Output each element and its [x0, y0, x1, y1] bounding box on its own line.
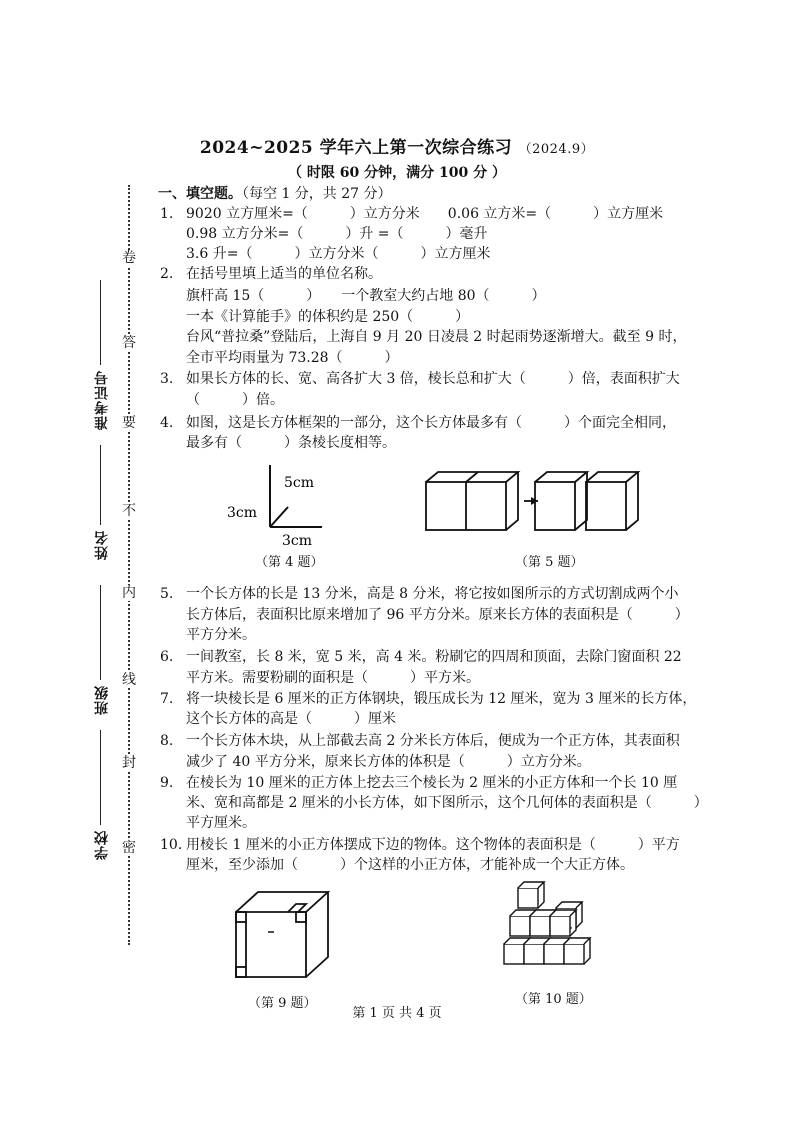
binding-dotted-line [128, 185, 130, 945]
question-line: 减少了 40 平方分米，原来长方体的体积是（ ）立方分米。 [186, 754, 591, 770]
question-line: 平方米。需要粉刷的面积是（ ）平方米。 [186, 670, 480, 686]
seal-char: 密 [114, 840, 144, 856]
figure-9-notched-cube [228, 882, 338, 982]
field-label-school: 学校 [94, 830, 110, 860]
field-label-class: 班级 [94, 685, 110, 715]
question-line: 平方厘米。 [186, 815, 256, 831]
figure-5-caption: （第 5 题） [515, 555, 584, 570]
seal-char: 不 [114, 503, 144, 519]
figure-10-caption: （第 10 题） [515, 992, 592, 1007]
title-date: （2024.9） [518, 142, 595, 157]
question-line: （ ）倍。 [186, 392, 284, 408]
exam-title [0, 133, 794, 158]
seal-char: 要 [114, 415, 144, 431]
section-title: 一、填空题。 [158, 186, 242, 202]
figure-5-cuboid-cut [418, 466, 643, 536]
seal-char: 内 [114, 585, 144, 601]
question-line: 9. 在棱长为 10 厘米的正方体上挖去三个棱长为 2 厘米的小正方体和一个长 10 厘 [160, 775, 678, 791]
field-underline [100, 585, 101, 680]
question-line: 4. 如图，这是长方体框架的一部分，这个长方体最多有（ ）个面完全相同， [160, 415, 676, 431]
section-note: （每空 1 分，共 27 分） [242, 186, 392, 202]
question-line: 7. 将一块棱长是 6 厘米的正方体钢块，锻压成长为 12 厘米，宽为 3 厘米的长方体， [160, 691, 697, 707]
question-line: 台风“普拉桑”登陆后，上海自 9 月 20 日凌晨 2 时起雨势逐渐增大。截至 9 时， [186, 329, 687, 345]
section-heading [158, 185, 392, 203]
question-line: 厘米，至少添加（ ）个这样的小正方体，才能补成一个大正方体。 [186, 857, 634, 873]
field-label-exam-id: 准考证号 [94, 370, 110, 430]
question-line: 全市平均雨量为 73.28（ ） [186, 350, 399, 366]
question-line: 米、宽和高都是 2 厘米的小长方体，如下图所示，这个几何体的表面积是（ ） [186, 795, 708, 811]
question-line: 这个长方体的高是（ ）厘米 [186, 711, 396, 727]
title-text: 2024~2025 学年六上第一次综合练习 [199, 138, 513, 158]
question-line: 10. 用棱长 1 厘米的小正方体摆成下边的物体。这个物体的表面积是（ ）平方 [160, 837, 680, 853]
fig4-label-height: 5cm [284, 475, 315, 491]
question-line: 长方体后，表面积比原来增加了 96 平方分米。原来长方体的表面积是（ ） [186, 607, 689, 623]
field-underline [100, 730, 101, 825]
question-line: 0.98 立方分米=（ ）升 =（ ）毫升 [186, 226, 488, 242]
question-line: 平方分米。 [186, 627, 256, 643]
field-underline [100, 280, 101, 365]
question-line: 1. 9020 立方厘米=（ ）立方分米 0.06 立方米=（ ）立方厘米 [160, 206, 664, 222]
exam-subtitle: （ 时限 60 分钟，满分 100 分 ） [288, 165, 506, 181]
figure-4-cuboid-frame [222, 455, 332, 550]
question-line: 2. 在括号里填上适当的单位名称。 [160, 266, 382, 282]
fig4-label-length: 3cm [282, 533, 313, 549]
question-line: 一本《计算能手》的体积约是 250（ ） [186, 309, 470, 325]
seal-char: 卷 [114, 250, 144, 266]
seal-char: 线 [114, 672, 144, 688]
question-line: 3.6 升=（ ）立方分米（ ）立方厘米 [186, 246, 491, 262]
fig4-label-width: 3cm [227, 505, 258, 521]
field-label-name: 姓名 [94, 530, 110, 560]
field-underline [100, 445, 101, 525]
seal-char: 答 [114, 335, 144, 351]
figure-4-caption: （第 4 题） [255, 555, 324, 570]
binding-margin [92, 185, 154, 945]
question-line: 6. 一间教室，长 8 米，宽 5 米，高 4 米。粉刷它的四周和顶面，去除门窗面积 22 [160, 649, 682, 665]
question-line: 最多有（ ）条棱长度相等。 [186, 435, 396, 451]
figure-10-stacked-cubes [496, 880, 592, 976]
question-line: 3. 如果长方体的长、宽、高各扩大 3 倍，棱长总和扩大（ ）倍，表面积扩大 [160, 371, 680, 387]
seal-char: 封 [114, 755, 144, 771]
figure-9-caption: （第 9 题） [248, 996, 317, 1011]
question-line: 5. 一个长方体的长是 13 分米，高是 8 分米，将它按如图所示的方式切割成两个小 [160, 586, 679, 602]
page-number: 第 1 页 共 4 页 [352, 1006, 442, 1021]
question-line: 旗杆高 15（ ） 一个教室大约占地 80（ ） [186, 288, 546, 304]
question-line: 8. 一个长方体木块，从上部截去高 2 分米长方体后，便成为一个正方体，其表面积 [160, 733, 680, 749]
